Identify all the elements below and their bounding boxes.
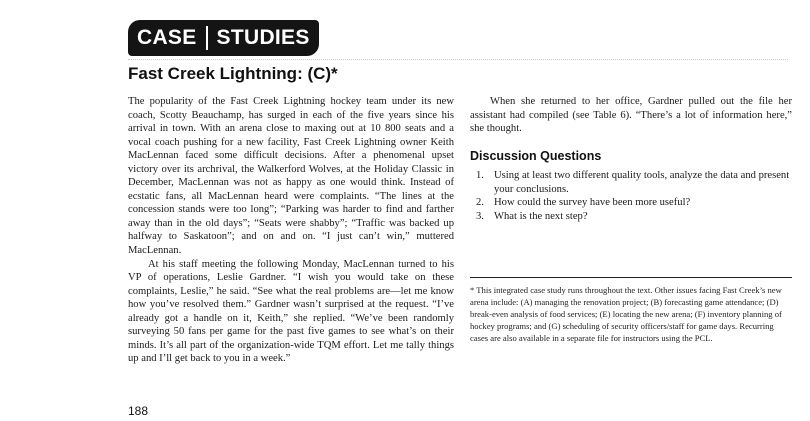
question-item <box>470 196 792 210</box>
right-column <box>470 95 792 223</box>
question-text: What is the next step? <box>494 210 588 222</box>
question-number: 1. <box>476 170 484 182</box>
footnote-rule <box>470 277 792 278</box>
body-paragraph-2: At his staff meeting the following Monday, MacLennan turned to his VP of operations, Leslie Gardner. “I wish you would take on these complaints, Leslie,” he said. “See what the real problems are—let me know how you’ve resolved them.” Gardner wasn’t surprised at the request. “I’ve already got a handle on it, Keith,” she replied. “We’ve been randomly surveying 50 fans per game for the past five games to see what’s on their minds. It’s all part of the organization-wide TQM effort. Let me tally things up and I’ll get back to you in a week.” <box>128 258 454 365</box>
discussion-questions-heading: Discussion Questions <box>470 148 602 163</box>
discussion-questions-list <box>470 169 792 223</box>
body-paragraph-3: When she returned to her office, Gardner pulled out the file her assistant had compiled (see Table 6). “There’s a lot of information here,” she thought. <box>470 96 792 135</box>
page-number: 188 <box>128 404 149 418</box>
header-dotted-rule <box>128 59 788 60</box>
question-number: 2. <box>476 197 484 209</box>
left-column <box>128 95 454 366</box>
body-paragraph-1: The popularity of the Fast Creek Lightning hockey team under its new coach, Scotty Beauchamp, has surged in each of the five years since his arrival in town. With an arena close to maxing out at 10 800 seats and a vocal coach pushing for a new facility, Fast Creek Lightning owner Keith MacLennan faced some difficult decisions. After a phenomenal upset victory over its archrival, the Walkerford Wolves, at the Holiday Classic in December, MacLennan was not as happy as one would think. Instead of ecstatic fans, all MacLennan heard were complaints. “The lines at the concession stands were too long”; “Parking was harder to find and farther away than in the old days”; “Seats were shabby”; “Traffic was backed up halfway to Saskatoon”; and on and on. “I just can’t win,” muttered MacLennan. <box>128 96 454 257</box>
footnote: * This integrated case study runs throughout the text. Other issues facing Fast Creek’s new arena include: (A) managing the renovation project; (B) forecasting game attendance; (D) break-even analysis of food services; (E) locating the new arena; (F) inventory planning of hockey programs; and (G) scheduling of security officers/staff for game days. Recurring cases are also available in a separate file for instructors using the PCL. <box>470 285 782 344</box>
banner-word-studies: STUDIES <box>216 26 310 49</box>
banner-word-case: CASE <box>137 26 197 49</box>
question-text: How could the survey have been more useful? <box>494 197 691 209</box>
question-number: 3. <box>476 210 484 222</box>
question-item <box>470 169 792 196</box>
question-text: Using at least two different quality tools, analyze the data and present your conclusions. <box>494 170 790 195</box>
question-item <box>470 210 792 224</box>
case-studies-banner <box>128 20 319 56</box>
case-title: Fast Creek Lightning: (C)* <box>128 64 338 83</box>
